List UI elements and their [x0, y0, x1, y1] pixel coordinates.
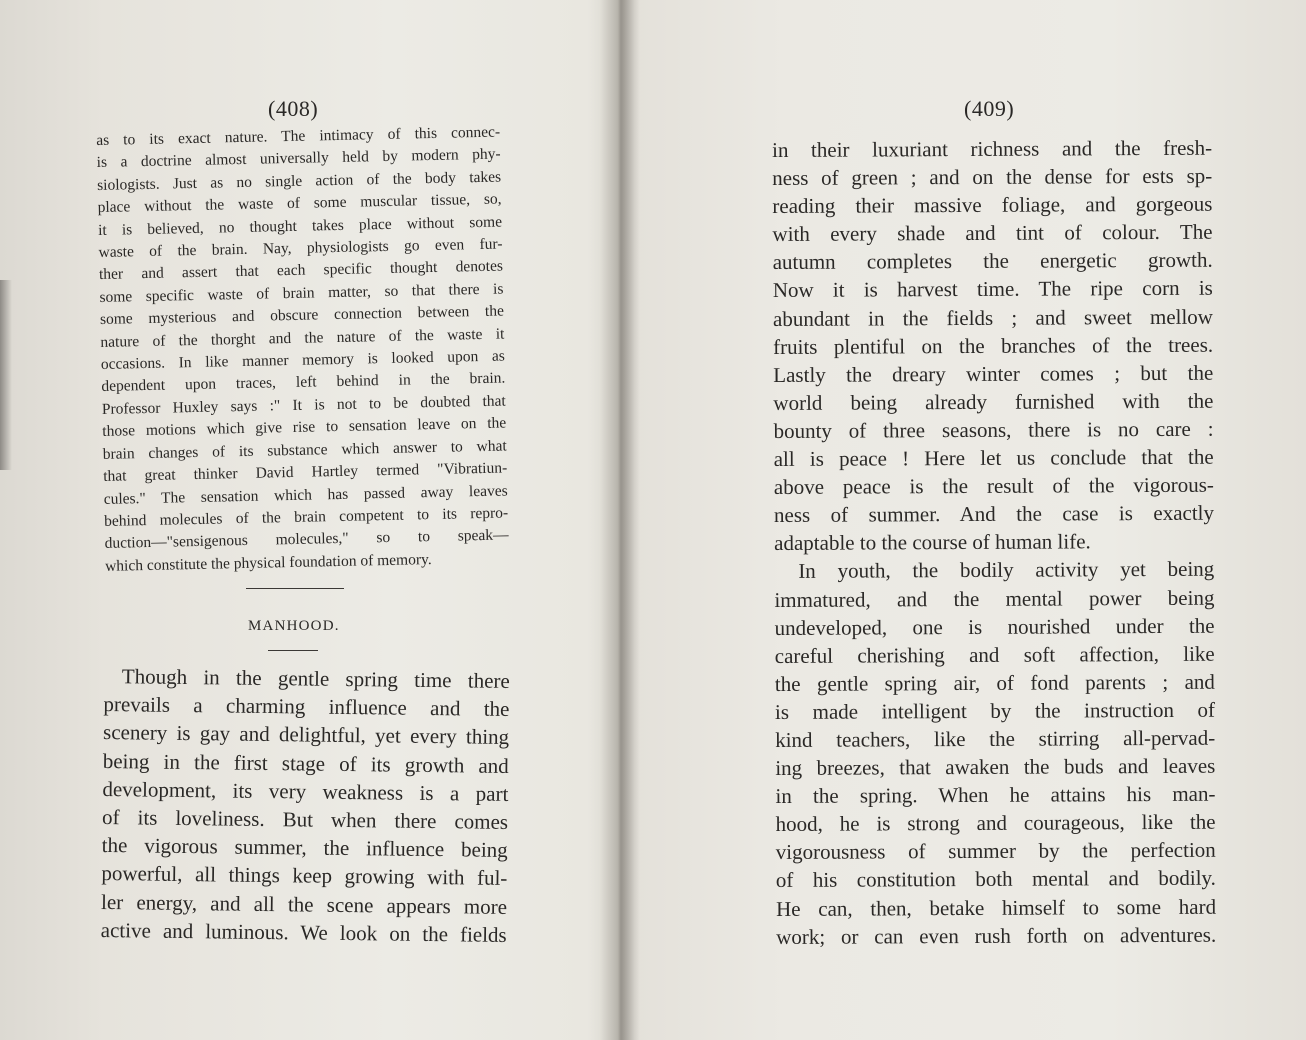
- section-heading: MANHOOD.: [248, 618, 340, 634]
- text-line: He can, then, betake himself to some hard: [775, 894, 1217, 921]
- text-line: ness of summer. And the case is exactly: [773, 500, 1215, 528]
- text-line: active and luminous. We look on the fields: [100, 917, 507, 947]
- footnote-continuation: [96, 122, 509, 578]
- text-line: ness of green ; and on the dense for ests sp-: [772, 163, 1213, 191]
- text-line: in the spring. When he attains his man-: [775, 781, 1216, 809]
- text-line: of his constitution both mental and bodily.: [775, 866, 1216, 893]
- text-line: cules." The sensation which has passed away leaves: [103, 481, 508, 508]
- text-line: dependent upon traces, left behind in the brain.: [101, 369, 506, 396]
- text-line: ler energy, and all the scene appears more: [100, 889, 508, 919]
- text-line: adaptable to the course of human life.: [774, 529, 1091, 556]
- text-line: it is believed, no thought takes place without some: [97, 213, 503, 239]
- text-line: above peace is the result of the vigorous-: [773, 472, 1214, 500]
- section-divider-bottom: [268, 650, 318, 651]
- page-number-left: (408): [268, 96, 319, 121]
- text-line: that great thinker David Hartley termed "Vibratiun-: [103, 459, 508, 486]
- text-line: as to its exact nature. The intimacy of this connec-: [96, 123, 501, 149]
- manhood-body: [101, 662, 510, 949]
- text-line: some mysterious and obscure connection between the: [99, 302, 505, 329]
- text-line: undeveloped, one is nourished under the: [774, 613, 1215, 640]
- text-line: kind teachers, like the stirring all-pervad-: [775, 725, 1216, 752]
- text-line: duction—"sensigenous molecules," so to speak—: [104, 526, 509, 553]
- text-line: fruits plentiful on the branches of the trees.: [773, 332, 1214, 359]
- text-line: the vigorous summer, the influence being: [101, 833, 508, 863]
- text-line: immatured, and the mental power being: [774, 585, 1215, 612]
- text-line: world being already furnished with the: [773, 388, 1214, 415]
- text-line: behind molecules of the brain competent to its repro-: [104, 504, 509, 530]
- text-line: In youth, the bodily activity yet being: [798, 557, 1215, 584]
- text-line: being in the first stage of its growth and: [102, 748, 509, 778]
- text-line: of its loveliness. But when there comes: [101, 805, 509, 834]
- text-line: Lastly the dreary winter comes ; but the: [773, 360, 1214, 387]
- text-line: place without the waste of some muscular tissue, so,: [97, 190, 502, 217]
- text-line: hood, he is strong and courageous, like the: [775, 809, 1216, 837]
- right-page-body: [772, 134, 1216, 951]
- text-line: ing breezes, that awaken the buds and leaves: [775, 753, 1216, 781]
- text-line: Now it is harvest time. The ripe corn is: [772, 276, 1213, 303]
- page-number-right: (409): [964, 96, 1015, 121]
- text-line: is a doctrine almost universally held by modern phy-: [96, 145, 501, 172]
- text-line: scenery is gay and delightful, yet every thing: [102, 720, 510, 750]
- text-line: in their luxuriant richness and the fresh-: [772, 135, 1213, 162]
- text-line: those motions which give rise to sensation leave on the: [102, 414, 507, 441]
- text-line: careful cherishing and soft affection, like: [774, 641, 1215, 668]
- text-line: autumn completes the energetic growth.: [772, 248, 1213, 275]
- text-line: Though in the gentle spring time there: [121, 664, 510, 693]
- page-edge-shadow: [0, 280, 12, 470]
- text-line: some specific waste of brain matter, so that there is: [99, 280, 504, 306]
- text-line: nature of the thorght and the nature of the waste it: [100, 325, 505, 351]
- text-line: Professor Huxley says :" It is not to be doubted that: [101, 392, 506, 418]
- text-line: reading their massive foliage, and gorgeous: [772, 191, 1213, 219]
- text-line: all is peace ! Here let us conclude that the: [773, 444, 1214, 472]
- text-line: occasions. In like manner memory is looked upon as: [100, 347, 506, 374]
- text-line: powerful, all things keep growing with ful-: [101, 861, 508, 891]
- text-line: the gentle spring air, of fond parents ; and: [774, 669, 1215, 696]
- text-line: with every shade and tint of colour. The: [772, 219, 1213, 247]
- text-line: development, its very weakness is a part: [102, 776, 509, 806]
- text-line: abundant in the fields ; and sweet mellow: [772, 304, 1214, 331]
- text-line: is made intelligent by the instruction of: [774, 697, 1216, 724]
- text-line: siologists. Just as no single action of the body takes: [96, 168, 502, 194]
- text-line: waste of the brain. Nay, physiologists go even fur-: [98, 235, 503, 262]
- text-line: bounty of three seasons, there is no care :: [773, 416, 1214, 443]
- text-line: work; or can even rush forth on adventures.: [776, 922, 1217, 949]
- section-divider-top: [246, 588, 344, 589]
- book-gutter: [600, 0, 640, 1040]
- text-line: which constitute the physical foundation of memory.: [104, 550, 432, 575]
- text-line: ther and assert that each specific thought denotes: [98, 257, 504, 284]
- text-line: brain changes of its substance which answer to what: [102, 437, 507, 463]
- text-line: prevails a charming influence and the: [103, 692, 510, 722]
- text-line: vigorousness of summer by the perfection: [775, 838, 1216, 865]
